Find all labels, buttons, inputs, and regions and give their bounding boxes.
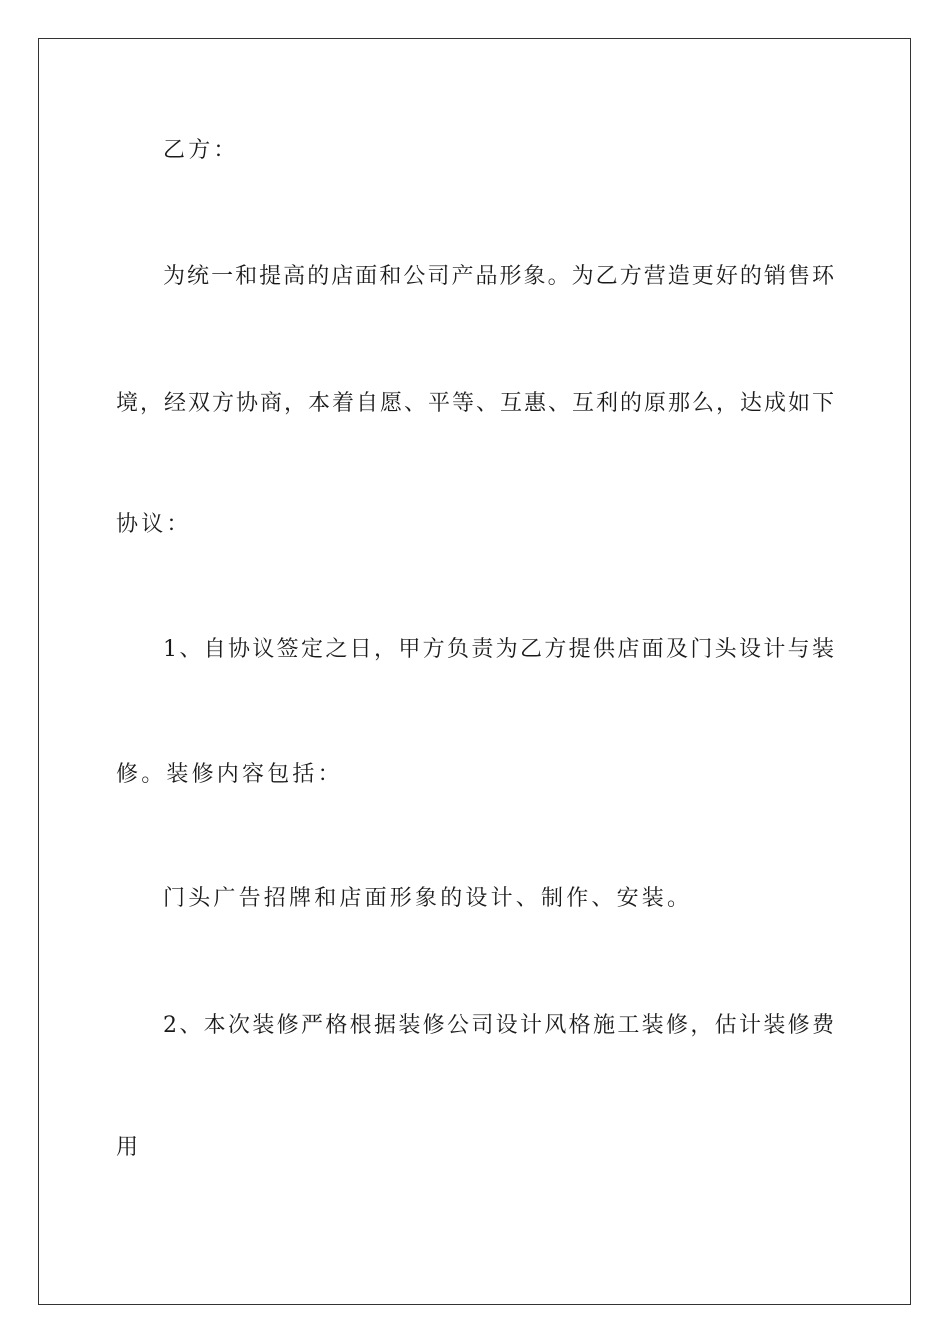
party-b-label: 乙方： [163,138,239,163]
clause-1-detail: 门头广告招牌和店面形象的设计、制作、安装。 [163,886,693,911]
clause-2-line-1: 2、本次装修严格根据装修公司设计风格施工装修，估计装修费 [163,1013,834,1038]
clause-2-line-2: 用 [116,1135,142,1160]
clause-1-line-2: 修。装修内容包括： [116,762,343,787]
intro-paragraph-line-3: 协议： [116,512,192,537]
page-border [38,38,911,1305]
intro-paragraph-line-2: 境，经双方协商，本着自愿、平等、互惠、互利的原那么，达成如下 [116,391,834,416]
clause-1-line-1: 1、自协议签定之日，甲方负责为乙方提供店面及门头设计与装 [163,637,834,662]
intro-paragraph-line-1: 为统一和提高的店面和公司产品形象。为乙方营造更好的销售环 [163,264,834,289]
